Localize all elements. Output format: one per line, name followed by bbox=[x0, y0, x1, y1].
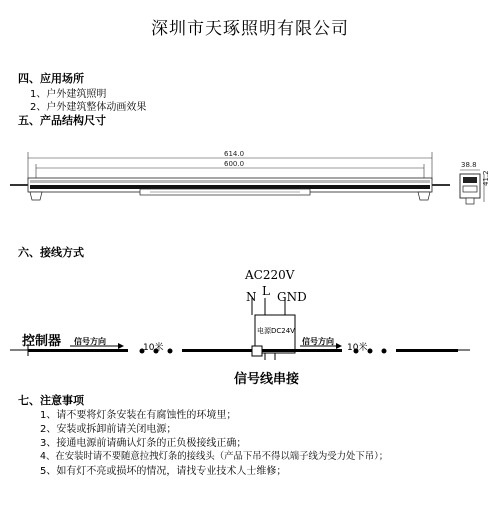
dimension-body-label: 600.0 bbox=[224, 160, 245, 168]
light-bar-side-view bbox=[10, 178, 450, 200]
section-5-title: 五、产品结构尺寸 bbox=[18, 114, 106, 127]
ground-label: GND bbox=[277, 290, 307, 304]
dimension-overall-label: 614.0 bbox=[224, 150, 245, 158]
section-7-title: 七、注意事项 bbox=[18, 394, 84, 407]
light-strip-2 bbox=[262, 349, 342, 352]
note-2: 2、安装或拆卸前请关闭电源； bbox=[40, 424, 177, 435]
profile-height-label: 41.2 bbox=[482, 170, 490, 186]
note-3: 3、接通电源前请确认灯条的正负极接线正确； bbox=[40, 438, 247, 449]
section-4-item-1: 1、户外建筑照明 bbox=[30, 89, 107, 100]
note-4: 4、在安装时请不要随意拉拽灯条的接线头（产品下吊不得以端子线为受力处下吊）； bbox=[40, 451, 389, 462]
note-1: 1、请不要将灯条安装在有腐蚀性的环境里； bbox=[40, 410, 237, 421]
controller-label: 控制器 bbox=[22, 334, 62, 349]
length-label-2: 10米 bbox=[347, 343, 368, 353]
signal-direction-label-1: 信号方向 bbox=[74, 337, 106, 346]
company-name: 深圳市天琢照明有限公司 bbox=[151, 19, 349, 39]
product-drawing bbox=[0, 140, 500, 220]
neutral-label: N bbox=[246, 290, 257, 304]
live-label: L bbox=[262, 284, 270, 298]
profile-width-label: 38.8 bbox=[461, 161, 477, 169]
ac-voltage-label: AC220V bbox=[245, 268, 295, 282]
wiring-caption: 信号线串接 bbox=[234, 372, 300, 387]
light-strip-1 bbox=[28, 349, 128, 352]
signal-direction-label-2: 信号方向 bbox=[302, 337, 334, 346]
section-6-title: 六、接线方式 bbox=[18, 246, 84, 259]
note-5: 5、如有灯不亮或损坏的情况，请找专业技术人士维修； bbox=[40, 466, 287, 477]
power-supply-label: 电源DC24V bbox=[257, 327, 295, 335]
profile-cross-section bbox=[460, 170, 484, 204]
length-label-1: 10米 bbox=[143, 343, 164, 353]
section-4-title: 四、应用场所 bbox=[18, 72, 84, 85]
section-4-item-2: 2、户外建筑整体动画效果 bbox=[30, 102, 147, 113]
